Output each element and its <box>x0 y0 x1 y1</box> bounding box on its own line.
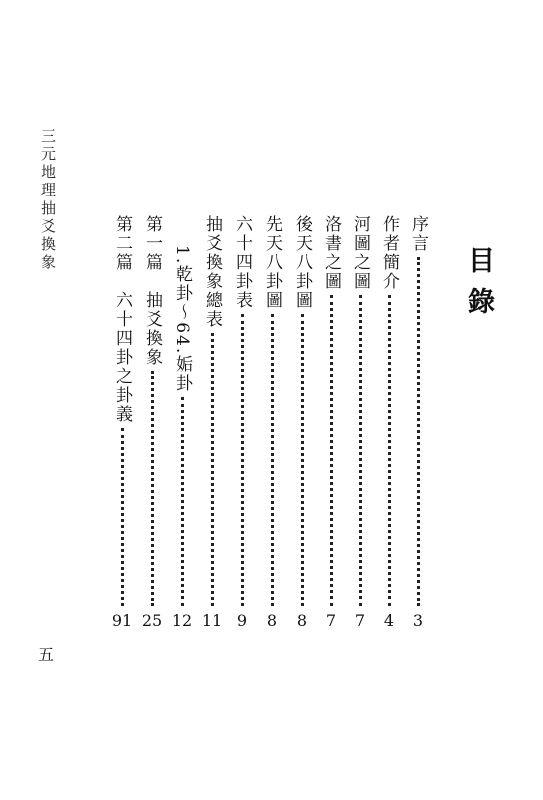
toc-entry-label: 1.乾卦～64.姤卦 <box>172 245 192 394</box>
toc-entry-label: 第二篇 六十四卦之卦義 <box>112 215 132 424</box>
toc-entry-page: 91 <box>111 611 133 630</box>
toc-entry-label: 河圖之圖 <box>350 215 370 291</box>
toc-entry-label: 序言 <box>408 215 428 253</box>
dot-leader <box>388 295 391 606</box>
toc-entry[interactable] <box>345 215 375 630</box>
dot-leader <box>121 428 124 606</box>
toc-entry-label: 先天八卦圖 <box>262 215 282 310</box>
toc-entry-label: 作者簡介 <box>379 215 399 291</box>
dot-leader <box>301 314 304 606</box>
running-title: 三元地理抽爻換象 <box>39 128 57 272</box>
toc-entry[interactable] <box>107 215 137 630</box>
toc-entry-page: 4 <box>383 611 395 630</box>
toc-entry-page: 25 <box>141 611 163 630</box>
toc-entry-page: 7 <box>354 611 366 630</box>
toc-entry-label: 六十四卦表 <box>232 215 252 310</box>
toc-entry-page: 12 <box>171 611 193 630</box>
dot-leader <box>151 371 154 606</box>
toc-entry-label: 抽爻換象總表 <box>202 215 222 329</box>
toc-entry[interactable] <box>403 215 433 630</box>
toc-entry[interactable] <box>257 215 287 630</box>
toc-entry-page: 3 <box>412 611 424 630</box>
toc-entry-label: 後天八卦圖 <box>292 215 312 310</box>
dot-leader <box>271 314 274 606</box>
toc-entry[interactable] <box>197 215 227 630</box>
page-title: 目錄 <box>463 246 494 328</box>
page-number: 五 <box>38 645 55 664</box>
toc-entry-label: 第一篇 抽爻換象 <box>142 215 162 367</box>
toc-entry[interactable] <box>137 215 167 630</box>
toc-entry-page: 11 <box>201 611 223 630</box>
dot-leader <box>359 295 362 606</box>
toc-entry[interactable] <box>374 215 404 630</box>
toc-entry[interactable] <box>316 215 346 630</box>
toc-entry[interactable] <box>167 215 197 630</box>
dot-leader <box>241 314 244 606</box>
toc-entry[interactable] <box>287 215 317 630</box>
toc-entry-page: 8 <box>296 611 308 630</box>
dot-leader <box>417 257 420 606</box>
dot-leader <box>181 397 184 606</box>
toc-entry-page: 9 <box>236 611 248 630</box>
dot-leader <box>211 333 214 606</box>
toc-entry-page: 8 <box>266 611 278 630</box>
dot-leader <box>330 295 333 606</box>
toc-entry[interactable] <box>227 215 257 630</box>
toc-entry-page: 7 <box>325 611 337 630</box>
toc-entry-label: 洛書之圖 <box>321 215 341 291</box>
